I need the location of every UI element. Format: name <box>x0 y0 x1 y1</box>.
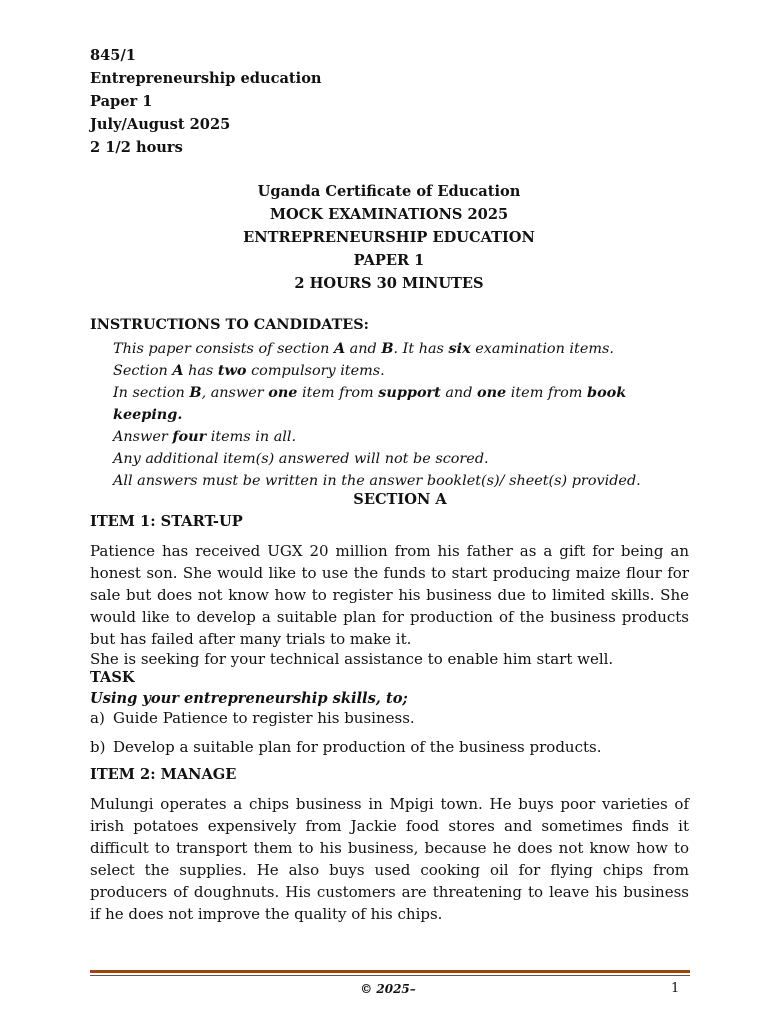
title-line-4: PAPER 1 <box>353 252 425 269</box>
title-line-5: 2 HOURS 30 MINUTES <box>294 275 484 292</box>
item-1-scenario: Patience has received UGX 20 million from his father as a gift for being an honest son. She would like to use the funds to start producing maize flour for sale but does not know how to register his business due to limited skills. She would like to develop a suitable plan for production of the business products but has failed after many trials to make it. <box>90 542 689 648</box>
exam-title-block <box>0 180 768 295</box>
task-item-a: a) Guide Patience to register his business. <box>90 709 415 727</box>
paper-header <box>90 44 322 159</box>
item-1-request: She is seeking for your technical assistance to enable him start well. <box>90 650 614 668</box>
title-line-2: MOCK EXAMINATIONS 2025 <box>269 206 509 223</box>
page-number: 1 <box>671 981 680 996</box>
paper-code: 845/1 <box>90 47 136 64</box>
item-1-title: ITEM 1: START-UP <box>90 513 243 530</box>
instructions-list <box>113 338 673 492</box>
instruction-2: Section A has two compulsory items. <box>113 362 385 379</box>
item-2-scenario: Mulungi operates a chips business in Mpigi town. He buys poor varieties of irish potatoes expensively from Jackie food stores and sometimes finds it difficult to transport them to his business, because he does not know how to select the supplies. He also buys used cooking oil for flying chips from producers of doughnuts. His customers are threatening to leave his business if he does not improve the quality of his chips. <box>90 795 689 923</box>
instruction-5: Any additional item(s) answered will not be scored. <box>113 451 489 467</box>
item-2-title: ITEM 2: MANAGE <box>90 766 237 783</box>
instructions-heading: INSTRUCTIONS TO CANDIDATES: <box>90 316 369 333</box>
task-heading: TASK <box>90 669 135 686</box>
footer-rule-thin <box>90 975 690 976</box>
title-line-3: ENTREPRENEURSHIP EDUCATION <box>243 229 535 246</box>
paper-duration: 2 1/2 hours <box>90 139 183 156</box>
footer-copyright: © 2025– <box>360 982 416 996</box>
footer-rule <box>90 970 690 973</box>
task-instruction: Using your entrepreneurship skills, to; <box>90 690 408 707</box>
instruction-6: All answers must be written in the answer booklet(s)/ sheet(s) provided. <box>113 473 641 489</box>
paper-subject: Entrepreneurship education <box>90 70 322 87</box>
instruction-1: This paper consists of section A and B. It has six examination items. <box>113 340 614 357</box>
section-a-heading: SECTION A <box>353 491 447 508</box>
paper-date: July/August 2025 <box>90 116 231 133</box>
instruction-4: Answer four items in all. <box>113 428 297 445</box>
paper-number: Paper 1 <box>90 93 153 110</box>
title-line-1: Uganda Certificate of Education <box>257 183 521 200</box>
instruction-3: In section B, answer one item from support and one item from book keeping. <box>113 384 627 423</box>
task-item-b: b) Develop a suitable plan for production of the business products. <box>90 738 602 756</box>
